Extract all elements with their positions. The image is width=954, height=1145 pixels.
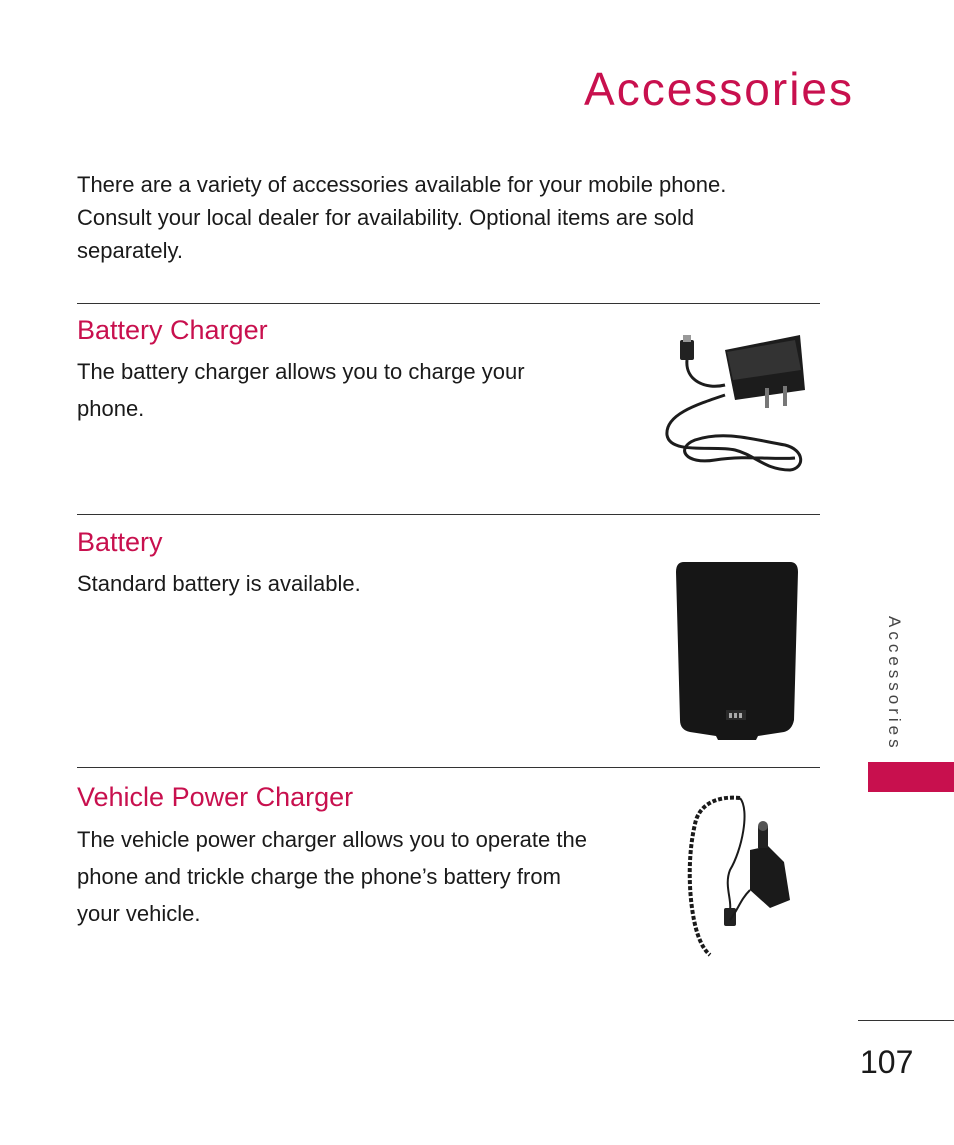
section-title-vehicle-power-charger: Vehicle Power Charger <box>77 782 354 812</box>
section-body-battery-charger: The battery charger allows you to charge your phone. <box>77 359 525 421</box>
car-charger-icon <box>680 790 800 960</box>
section-title-battery: Battery <box>77 527 163 557</box>
page-title: Accessories <box>584 63 854 115</box>
side-tab-label: Accessories <box>885 616 904 752</box>
section-title-battery-charger: Battery Charger <box>77 315 268 345</box>
page-number: 107 <box>860 1044 914 1080</box>
wall-charger-icon <box>655 330 815 480</box>
intro-text: There are a variety of accessories available for your mobile phone. Consult your local dealer for availability. Optional items are sold separately. <box>77 172 727 263</box>
side-tab-marker <box>868 762 954 792</box>
page-number-divider <box>858 1020 954 1021</box>
section-divider <box>77 514 820 515</box>
section-body-vehicle-power-charger: The vehicle power charger allows you to operate the phone and trickle charge the phone’s battery from your vehicle. <box>77 827 587 926</box>
section-body-battery: Standard battery is available. <box>77 571 361 596</box>
section-divider <box>77 303 820 304</box>
battery-icon <box>674 560 800 742</box>
section-divider <box>77 767 820 768</box>
